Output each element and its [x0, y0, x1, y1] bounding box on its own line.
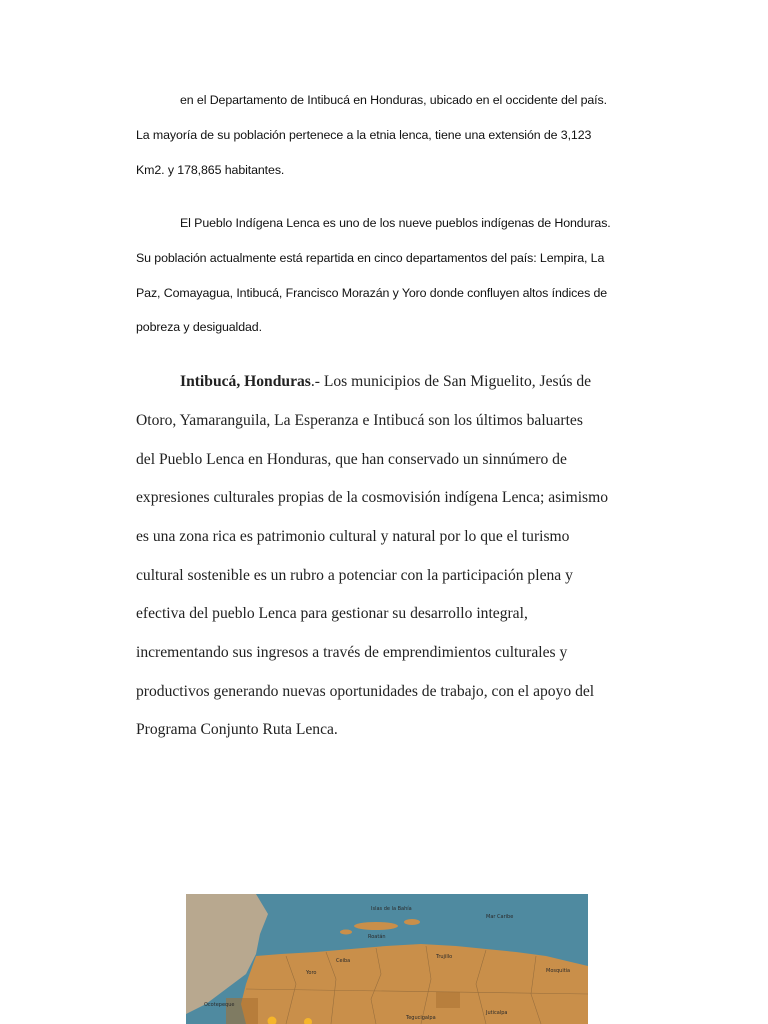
map-label-juticalpa: Juticalpa: [486, 1010, 508, 1016]
paragraph2-line-2: Su población actualmente está repartida en cinco departamentos del país: Lempira, La: [136, 251, 605, 265]
paragraph3-line-7: efectiva del pueblo Lenca para gestionar su desarrollo integral,: [136, 605, 528, 622]
paragraph3-first-line-rest: .- Los municipios de San Miguelito, Jesús de: [310, 373, 592, 390]
map-island-utila: [340, 930, 352, 935]
map-label-ceiba: Ceiba: [336, 958, 351, 964]
paragraph3-line-4: expresiones culturales propias de la cosmovisión indígena Lenca; asimismo: [136, 489, 609, 506]
map-label-roatan: Roatán: [368, 934, 386, 940]
paragraph3-line-10: Programa Conjunto Ruta Lenca.: [136, 721, 338, 738]
map-label-tegucigalpa: Tegucigalpa: [406, 1015, 436, 1021]
map-label-islas: Islas de la Bahía: [371, 906, 412, 912]
map-island-guanaja: [404, 919, 420, 925]
map-label-yoro: Yoro: [306, 970, 317, 976]
paragraph3-line-5: es una zona rica es patrimonio cultural y natural por lo que el turismo: [136, 528, 570, 545]
paragraph3-line-2: Otoro, Yamaranguila, La Esperanza e Intibucá son los últimos baluartes: [136, 412, 583, 429]
paragraph3-lead: Intibucá, Honduras: [180, 373, 311, 390]
map-svg: [186, 894, 588, 1024]
map-region-central: [436, 992, 460, 1008]
paragraph2-line-1: El Pueblo Indígena Lenca es uno de los nueve pueblos indígenas de Honduras.: [180, 216, 611, 230]
paragraph3-line-9: productivos generando nuevas oportunidades de trabajo, con el apoyo del: [136, 683, 595, 700]
map-island-roatan: [354, 922, 398, 930]
paragraph3-line-6: cultural sostenible es un rubro a potenciar con la participación plena y: [136, 567, 573, 584]
map-label-ocotepeque: Ocotepeque: [204, 1002, 235, 1008]
paragraph2-line-4: pobreza y desigualdad.: [136, 320, 262, 334]
paragraph3-line-3: del Pueblo Lenca en Honduras, que han conservado un sinnúmero de: [136, 451, 567, 468]
map-label-mar-caribe: Mar Caribe: [486, 914, 514, 920]
paragraph3-line-1: [180, 373, 591, 391]
paragraph2-line-3: Paz, Comayagua, Intibucá, Francisco Morazán y Yoro donde confluyen altos índices de: [136, 286, 608, 300]
paragraph1-line-3: Km2. y 178,865 habitantes.: [136, 163, 285, 177]
map-label-mosquitia: Mosquitia: [546, 968, 571, 974]
honduras-map: [186, 894, 588, 1024]
paragraph1-line-2: La mayoría de su población pertenece a la etnia lenca, tiene una extensión de 3,123: [136, 128, 592, 142]
paragraph1-line-1: en el Departamento de Intibucá en Honduras, ubicado en el occidente del país.: [180, 93, 607, 107]
paragraph3-line-8: incrementando sus ingresos a través de emprendimientos culturales y: [136, 644, 568, 661]
map-label-trujillo: Trujillo: [436, 954, 453, 960]
